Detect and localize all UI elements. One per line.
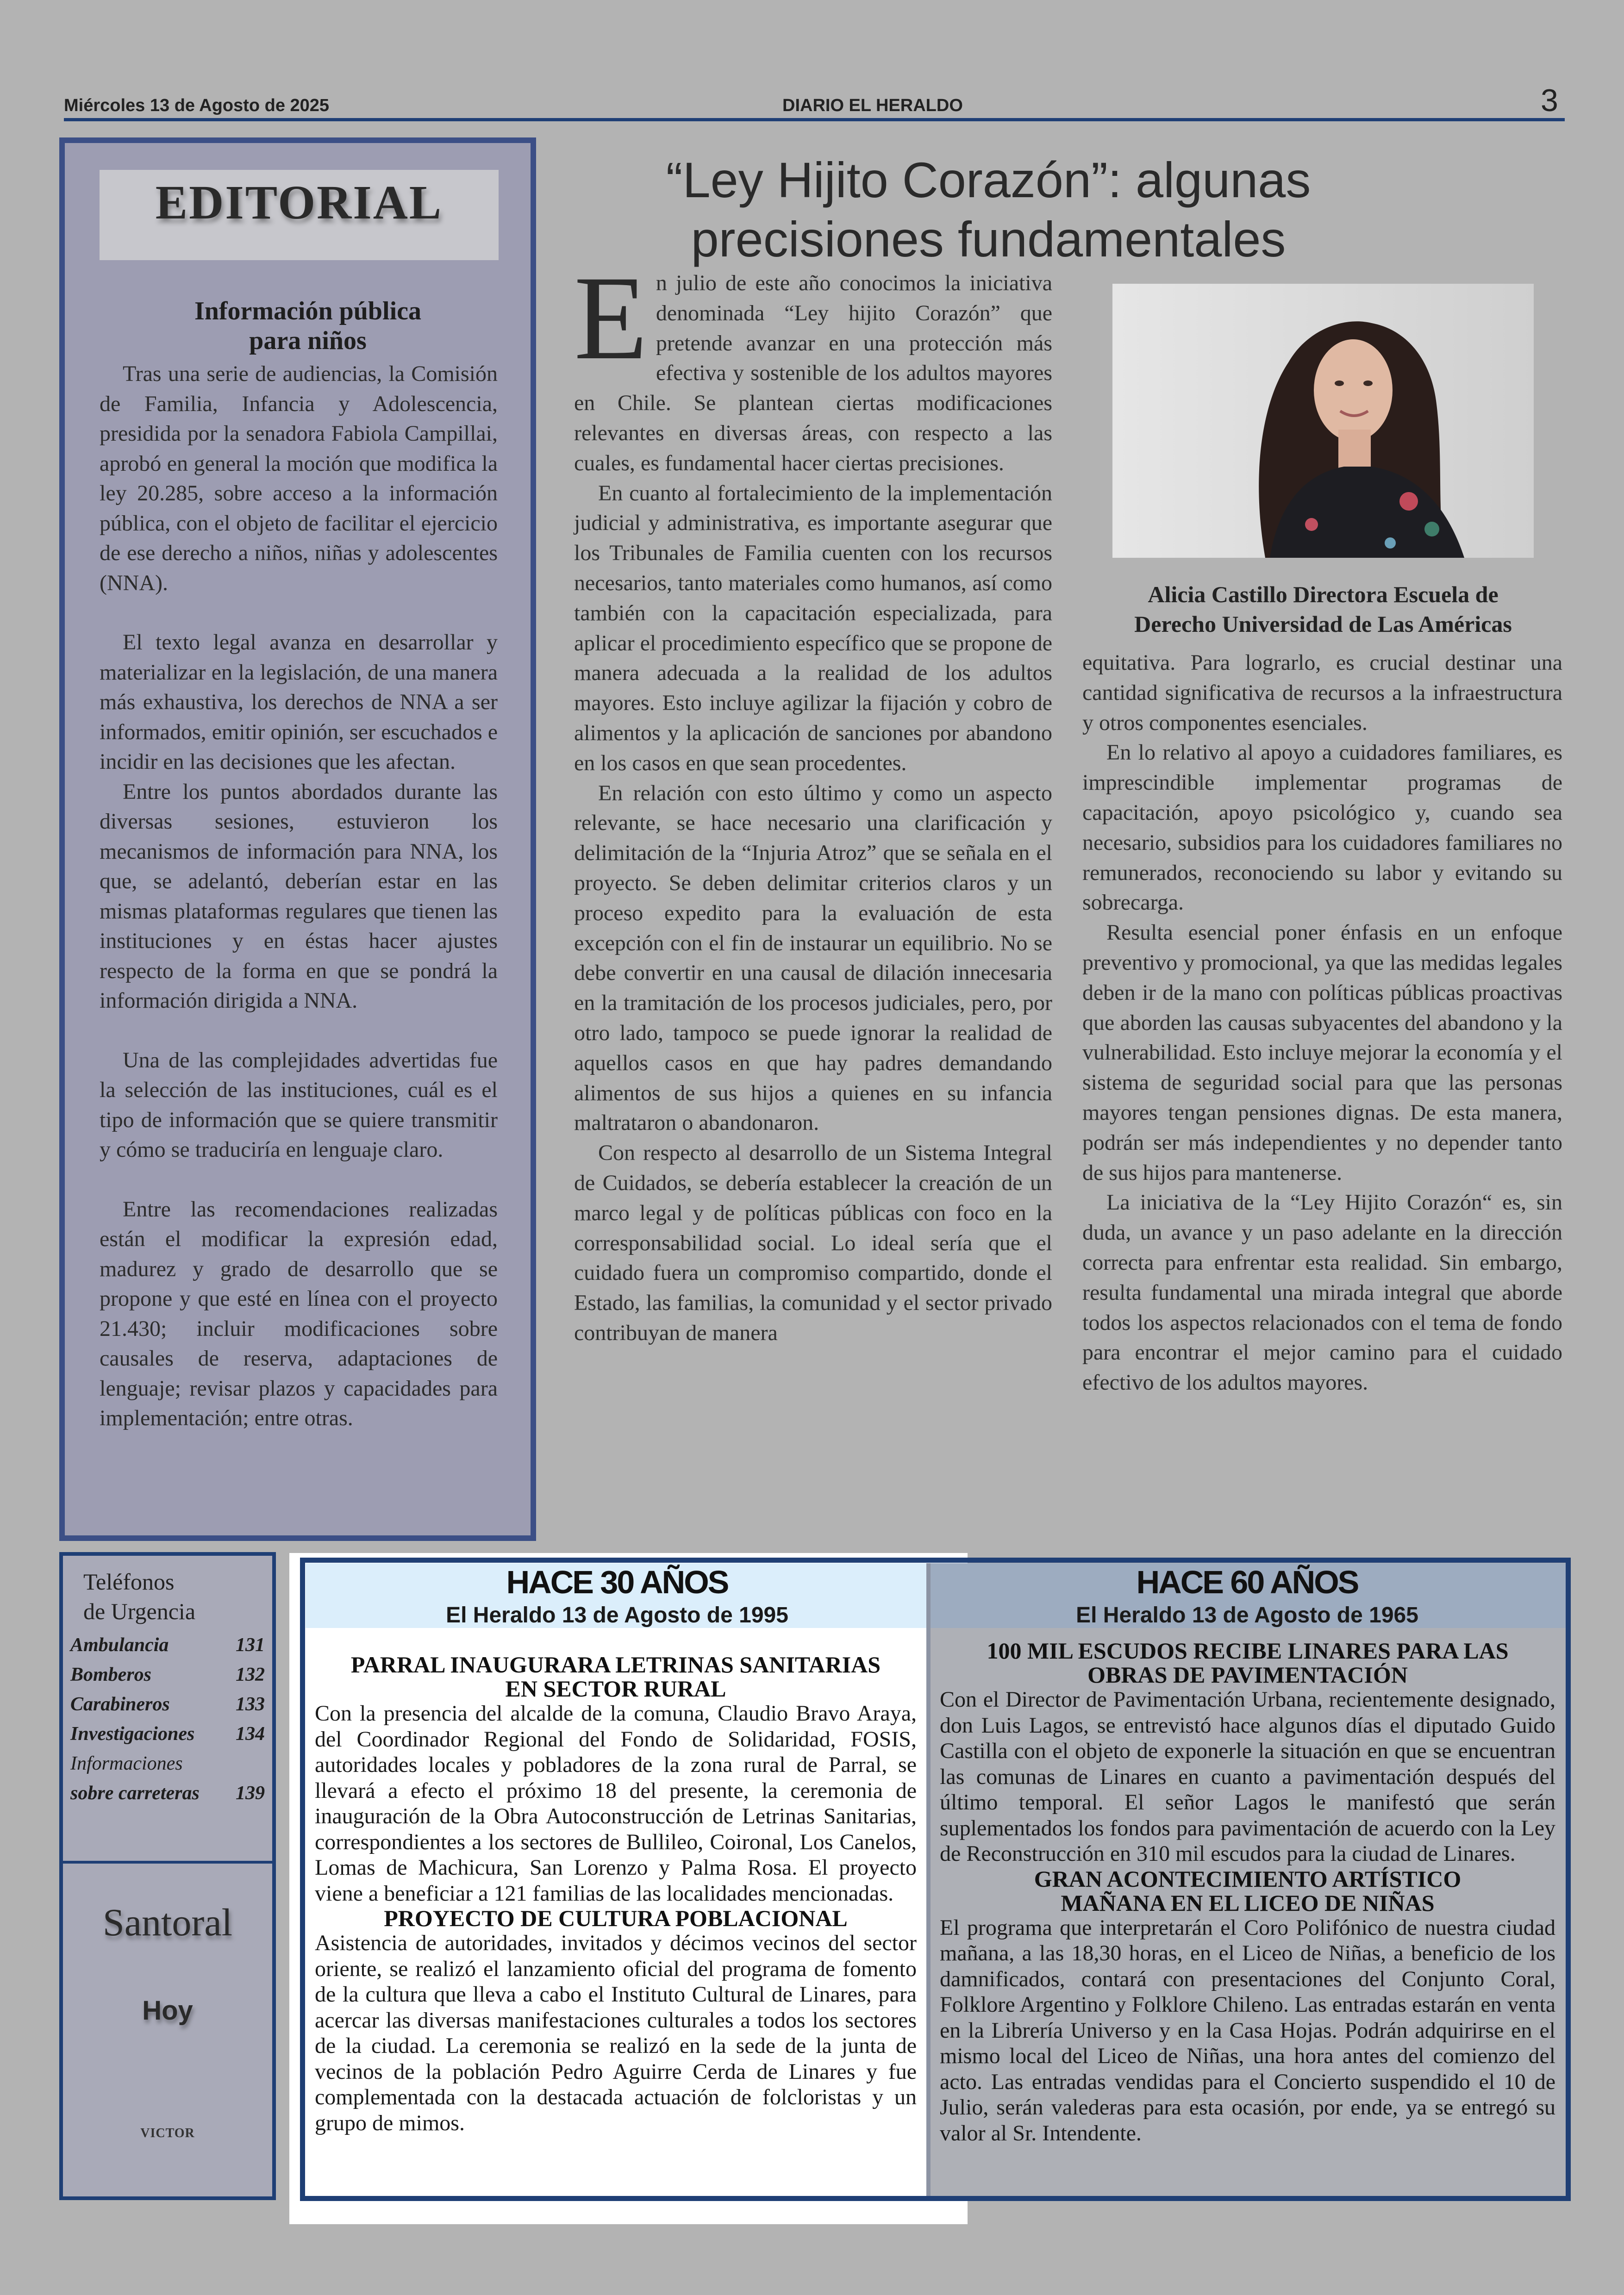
phones-santoral-divider — [63, 1861, 272, 1864]
hace30-story1-headline — [315, 1653, 917, 1701]
santoral-title: Santoral — [103, 1901, 232, 1944]
phone-number: 131 — [236, 1634, 265, 1656]
article-column-2 — [1082, 648, 1562, 1398]
hace60-story2-headline-line1: GRAN ACONTECIMIENTO ARTÍSTICO — [1034, 1865, 1462, 1892]
photo-caption-line2: Derecho Universidad de Las Américas — [1134, 611, 1512, 637]
phone-number: 133 — [236, 1694, 265, 1715]
phone-label: Carabineros — [70, 1694, 170, 1715]
emergency-phones-title — [83, 1567, 195, 1626]
editorial-headline-line2: para niños — [249, 326, 367, 355]
hace30-stories — [315, 1653, 917, 2136]
issue-date: Miércoles 13 de Agosto de 2025 — [64, 96, 330, 115]
article-title-line1: “Ley Hijito Corazón”: algunas — [666, 152, 1311, 208]
editorial-body — [100, 359, 498, 1434]
article-paragraph: En lo relativo al apoyo a cuidadores familiares, es imprescindible implementar programas de capacitación, apoyo psicológico y, cuando sea necesario, subsidios para los cuidadores familiares no remunerados, reconociendo su labor y evitando su sobrecarga. — [1082, 740, 1562, 915]
phone-number: 134 — [236, 1723, 265, 1745]
hace30-story1-body: Con la presencia del alcalde de la comuna, Claudio Bravo Araya, del Coordinador Regional del Fondo de Solidaridad, FOSIS, autoridades locales y pobladores de la zona rural de Parral, se llevará a efecto el próximo 18 del presente, la ceremonia de inauguración de la Obra Autoconstrucción de Letrinas Sanitarias, correspondientes a los sectores de Bullileo, Coironal, Los Canelos, Lomas de Machicura, San Lorenzo y Palma Rosa. El proyecto viene a beneficiar a 121 familias de las localidades mencionadas. — [315, 1701, 917, 1906]
drop-cap: E — [574, 251, 648, 385]
phone-label: Ambulancia — [70, 1634, 169, 1656]
hace60-story2-body: El programa que interpretarán el Coro Polifónico de nuestra ciudad mañana, a las 18,30 horas, en el Liceo de Niñas, a beneficio de los damnificados, contará con presentaciones del Conjunto Coral, Folklore Argentino y Folklore Chileno. Las entradas estarán en venta en la Librería Universo y en la Casa Hojas. Podrán adquirirse en el mismo local del Liceo de Niñas, una hora antes del comienzo del acto. Las entradas vendidas para el Concierto suspendido el 10 de Julio, serán valederas para esta ocasión, por ende, ya se entregó su valor al Sr. Intendente. — [940, 1915, 1555, 2145]
editorial-paragraph: Una de las complejidades advertidas fue la selección de las instituciones, cuál es el tipo de información que se quiere transmitir y cómo se traduciría en lenguaje claro. — [100, 1048, 498, 1162]
article-paragraph: En cuanto al fortalecimiento de la implementación judicial y administrativa, es importante asegurar que los Tribunales de Familia cuenten con los recursos necesarios, tanto materiales como humanos, así como también con la capacitación especializada, para aplicar el procedimiento específico que se propone de manera adecuada a la realidad de los adultos mayores. Esto incluye agilizar la fijación y cobro de alimentos y la aplicación de sanciones por abandono en los casos en que sean procedentes. — [574, 480, 1052, 775]
hace30-story1-headline-line1: PARRAL INAUGURARA LETRINAS SANITARIAS — [350, 1652, 881, 1678]
phone-label: Informaciones — [70, 1753, 183, 1774]
santoral-saint-name: VICTOR — [140, 2126, 195, 2140]
article-paragraph: equitativa. Para lograrlo, es crucial destinar una cantidad significativa de recursos a la infraestructura y otros componentes esenciales. — [1082, 650, 1562, 735]
hace60-title: HACE 60 AÑOS — [1136, 1564, 1358, 1600]
hace60-story1-headline-line2: OBRAS DE PAVIMENTACIÓN — [1087, 1662, 1408, 1688]
article-paragraph-text: n julio de este año conocimos la iniciativa denominada “Ley hijito Corazón” que pretende avanzar en una protección más efectiva y sostenible de los adultos mayores en Chile. Se plantean ciertas modificaciones relevantes en diversas áreas, con respecto a las cuales, es fundamental hacer ciertas precisiones. — [574, 271, 1052, 475]
emergency-phones-title-line1: Teléfonos — [83, 1569, 175, 1595]
editorial-headline-line1: Información pública — [194, 297, 422, 325]
hace60-story1-body: Con el Director de Pavimentación Urbana, recientemente designado, don Luis Lagos, se entrevistó hace algunos días el diputado Guido Castilla con el objeto de exponerle la situación en que se encuentran las comunas de Linares en cuanto a pavimentación después del último temporal. El señor Lagos le manifestó que serán suplementados los fondos para pavimentación de acuerdo con la Ley de Reconstrucción en 310 mil escudos para la ciudad de Linares. — [940, 1687, 1555, 1866]
article-column-1 — [574, 251, 1052, 1348]
photo-caption-line1: Alicia Castillo Directora Escuela de — [1148, 581, 1499, 607]
hace60-story1-headline — [940, 1639, 1555, 1687]
article-paragraph: Resulta esencial poner énfasis en un enfoque preventivo y promocional, ya que las medidas legales deben ir de la mano con políticas públicas proactivas que aborden las causas subyacentes del abandono y la vulnerabilidad. Esto incluye mejorar la economía y el sistema de seguridad social para que las personas mayores tengan pensiones dignas. De esta manera, podrán ser más independientes y no depender tanto de sus hijos para mantenerse. — [1082, 920, 1562, 1185]
editorial-paragraph: El texto legal avanza en desarrollar y materializar en la legislación, de una manera más exhaustiva, los derechos de NNA a ser informados, emitir opinión, ser escuchados e incidir en las decisiones que les afectan. — [100, 630, 498, 774]
article-paragraph — [574, 251, 1052, 479]
article-paragraph: La iniciativa de la “Ley Hijito Corazón“ es, sin duda, un avance y un paso adelante en la dirección correcta para enfrentar esta realidad. Sin embargo, resulta fundamental una mirada integral que aborde todos los aspectos relacionados con el tema de fondo para encontrar el mejor camino para el cuidado efectivo de los adultos mayores. — [1082, 1190, 1562, 1395]
newspaper-name: DIARIO EL HERALDO — [782, 96, 963, 115]
editorial-label: EDITORIAL — [155, 176, 443, 229]
article-paragraph: Con respecto al desarrollo de un Sistema Integral de Cuidados, se debería establecer la creación de un marco legal y de políticas públicas con foco en la corresponsabilidad social. Lo ideal sería que el cuidado fuera un compromiso compartido, donde el Estado, las familias, la comunidad y el sector privado contribuyan de manera — [574, 1141, 1052, 1345]
phone-row — [70, 1664, 265, 1686]
phone-label: Bomberos — [70, 1664, 152, 1685]
hace30-story2-headline: PROYECTO DE CULTURA POBLACIONAL — [384, 1905, 848, 1931]
page-number: 3 — [1541, 83, 1558, 118]
hace30-title: HACE 30 AÑOS — [506, 1564, 728, 1600]
hace30-story2-body: Asistencia de autoridades, invitados y décimos vecinos del sector oriente, se realizó el lanzamiento oficial del programa de fomento de la cultura que lleva a cabo el Instituto Cultural de Linares, para acercar las diversas manifestaciones culturales a todos los sectores de la ciudad. La ceremonia se realizó en la sede de la junta de vecinos de la población Pedro Aguirre Cerda de Linares y fue complementada con la destacada actuación de folcloristas y un grupo de mimos. — [315, 1931, 917, 2135]
phone-label: sobre carreteras — [70, 1783, 200, 1804]
hace60-story2-headline-line2: MAÑANA EN EL LICEO DE NIÑAS — [1061, 1890, 1435, 1916]
editorial-paragraph: Entre los puntos abordados durante las diversas sesiones, estuvieron los mecanismos de información para NNA, los que, se adelantó, deberían estar en las mismas plataformas regulares que tienen las instituciones y en éstas hacer ajustes respecto de la forma en que se pondrá la información dirigida a NNA. — [100, 779, 498, 1013]
santoral-today-label: Hoy — [142, 1996, 193, 2026]
phone-row — [70, 1752, 265, 1775]
photo-caption — [1082, 580, 1564, 639]
header-rule — [64, 118, 1565, 121]
article-title-line2: precisiones fundamentales — [691, 211, 1286, 267]
article-title — [549, 150, 1428, 269]
emergency-phones-title-line2: de Urgencia — [83, 1598, 196, 1624]
editorial-headline — [100, 296, 516, 355]
author-portrait-image — [1112, 284, 1534, 558]
hace30-story1-headline-line2: EN SECTOR RURAL — [505, 1676, 726, 1702]
hace60-subtitle: El Heraldo 13 de Agosto de 1965 — [1076, 1603, 1418, 1628]
phone-number: 139 — [236, 1783, 265, 1804]
hace60-stories — [940, 1639, 1555, 2146]
phone-row — [70, 1782, 265, 1804]
phone-row — [70, 1634, 265, 1656]
phone-label: Investigaciones — [70, 1723, 195, 1745]
editorial-paragraph: Tras una serie de audiencias, la Comisión de Familia, Infancia y Adolescencia, presidida por la senadora Fabiola Campillai, aprobó en general la moción que modifica la ley 20.285, sobre acceso a la información pública, con el objeto de facilitar el ejercicio de ese derecho a niños, niñas y adolescentes (NNA). — [100, 362, 498, 595]
hace60-story2-headline — [940, 1867, 1555, 1915]
phone-number: 132 — [236, 1664, 265, 1685]
phone-row — [70, 1693, 265, 1715]
hace60-story1-headline-line1: 100 MIL ESCUDOS RECIBE LINARES PARA LAS — [987, 1638, 1509, 1664]
hace30-subtitle: El Heraldo 13 de Agosto de 1995 — [446, 1603, 788, 1628]
author-photo — [1112, 284, 1534, 558]
article-paragraph: En relación con esto último y como un aspecto relevante, se hace necesario una clarificación y delimitación de la “Injuria Atroz” que se señala en el proyecto. Se deben delimitar criterios claros y un proceso expedito para la evaluación de esta excepción con el fin de instaurar un equilibrio. No se debe convertir en una causal de dilación innecesaria en la tramitación de los procesos judiciales, pero, por otro lado, tampoco se puede ignorar la realidad de aquellos casos en que hay padres demandando alimentos de sus hijos a quienes en su infancia maltrataron o abandonaron. — [574, 780, 1052, 1135]
phone-row — [70, 1723, 265, 1745]
editorial-paragraph: Entre las recomendaciones realizadas están el modificar la expresión edad, madurez y grado de desarrollo que se propone y que esté en línea con el proyecto 21.430; incluir modificaciones sobre causales de reserva, adaptaciones de lenguaje; revisar plazos y capacidades para implementación; entre otras. — [100, 1197, 498, 1430]
